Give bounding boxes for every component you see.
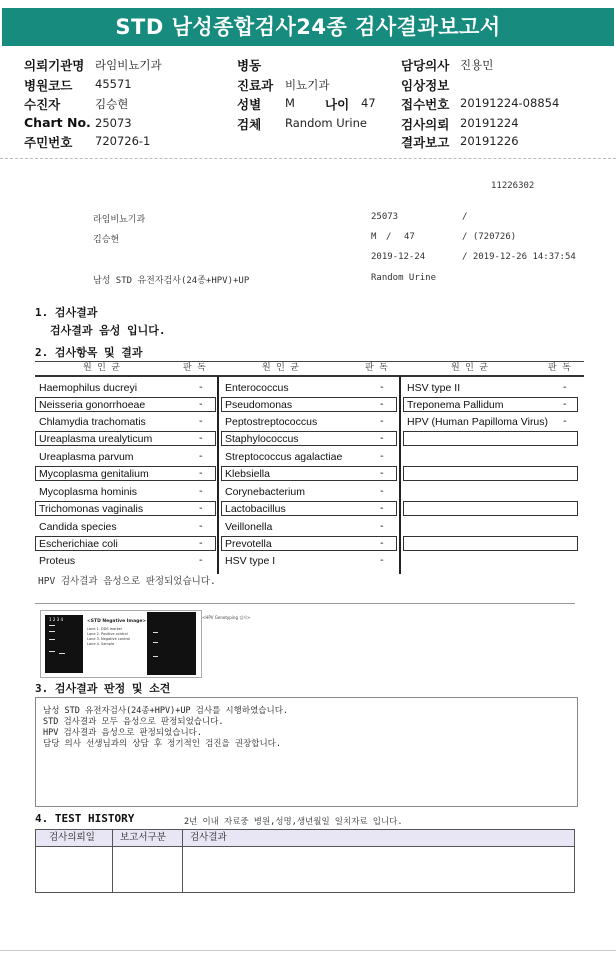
organism-name: Staphylococcus [225, 433, 299, 445]
gel-legend-item: Lane 3. Negative control [87, 637, 130, 641]
organism-name: Corynebacterium [225, 486, 305, 498]
gel-image [45, 615, 83, 673]
organism-name: Treponema Pallidum [407, 399, 504, 411]
organism-name: Ureaplasma parvum [39, 451, 134, 463]
report-hospital: 라임비뇨기과 [93, 215, 146, 225]
history-table [35, 829, 575, 893]
report-chart: 25073 [371, 212, 399, 222]
organism-name: HPV (Human Papilloma Virus) [407, 416, 549, 428]
dept-label: 진료과 [237, 78, 274, 93]
receipt-value: 20191224-08854 [460, 96, 560, 110]
organism-name: Chlamydia trachomatis [39, 416, 146, 428]
doctor-label: 담당의사 [401, 58, 450, 73]
report-sep: / [386, 232, 392, 242]
report-date-value: 20191226 [460, 134, 519, 148]
organism-name: Mycoplasma hominis [39, 486, 138, 498]
doctor-value: 진용민 [460, 58, 494, 72]
organism-result: - [199, 399, 203, 410]
section2-title: 2. 검사항목 및 결과 [35, 346, 143, 359]
results-table-header [35, 361, 584, 377]
comment-line: HPV 검사결과 음성으로 판정되었습니다. [43, 728, 202, 738]
organism-name: Candida species [39, 521, 117, 533]
organism-name: Streptococcus agalactiae [225, 451, 343, 463]
col-result-2: 판 독 [365, 363, 388, 373]
sex-value: M [285, 96, 295, 110]
row-box [403, 431, 578, 446]
dept-value: 비뇨기과 [285, 78, 330, 92]
divider [0, 950, 616, 951]
section3-title: 3. 검사결과 판정 및 소견 [35, 682, 171, 695]
organism-name: Prevotella [225, 538, 272, 550]
organism-result: - [199, 468, 203, 479]
organism-name: Proteus [39, 555, 76, 567]
age-value: 47 [361, 96, 376, 110]
section1-summary: 검사결과 음성 입니다. [50, 324, 166, 337]
patient-label: 수진자 [24, 97, 61, 112]
row-box [403, 536, 578, 551]
organism-result: - [380, 416, 384, 427]
organism-result: - [199, 486, 203, 497]
report-test-name: 남성 STD 유전자검사(24종+HPV)+UP [93, 276, 250, 286]
organism-name: Peptostreptococcus [225, 416, 318, 428]
organism-name: Trichomonas vaginalis [39, 503, 144, 515]
row-box [403, 501, 578, 516]
code-value: 45571 [95, 77, 132, 91]
section4-title: 4. TEST HISTORY [35, 812, 135, 825]
column-separator [182, 830, 183, 892]
report-age: 47 [404, 232, 415, 242]
report-datetime: / 2019-12-26 14:37:54 [462, 252, 576, 262]
organism-result: - [199, 451, 203, 462]
report-slash: / [462, 212, 468, 222]
ward-label: 병동 [237, 58, 262, 73]
report-sex: M [371, 232, 377, 242]
request-label: 검사의뢰 [401, 117, 450, 132]
organism-name: Veillonella [225, 521, 273, 533]
report-request-date: 2019-12-24 [371, 252, 426, 262]
row-box [403, 466, 578, 481]
gel-band [49, 639, 55, 640]
specimen-label: 검체 [237, 117, 262, 132]
chart-value: 25073 [95, 116, 132, 130]
col-result-3: 판 독 [548, 363, 571, 373]
hpv-note: HPV 검사결과 음성으로 판정되었습니다. [38, 576, 216, 587]
organism-result: - [380, 433, 384, 444]
gel-lane-numbers: 1 2 3 4 [49, 617, 63, 622]
organism-name: Pseudomonas [225, 399, 293, 411]
organism-name: Klebsiella [225, 468, 270, 480]
history-col-request: 검사의뢰일 [49, 832, 95, 843]
column-separator [399, 376, 401, 574]
gel-band [153, 656, 158, 657]
code-label: 병원코드 [24, 78, 73, 93]
report-date-label: 결과보고 [401, 135, 450, 150]
organism-result: - [380, 555, 384, 566]
rrn-value: 720726-1 [95, 134, 151, 148]
section4-note: 2년 이내 자료중 병원,성명,생년월일 일치자료 입니다. [184, 817, 403, 827]
divider [0, 158, 616, 159]
organism-name: HSV type I [225, 555, 276, 567]
hpv-gel-caption: <HPV Genotyping 검사> [202, 615, 251, 620]
organism-result: - [380, 486, 384, 497]
col-organism-2: 원 인 균 [262, 363, 299, 373]
report-specimen: Random Urine [371, 273, 437, 283]
report-title: STD 남성종합검사24종 검사결과보고서 [2, 8, 614, 46]
history-col-type: 보고서구분 [120, 832, 166, 843]
report-patient: 김승현 [93, 235, 120, 245]
organism-name: Ureaplasma urealyticum [39, 433, 153, 445]
organism-result: - [563, 399, 567, 410]
gel-legend-item: Lane 1. DDS marker [87, 627, 123, 631]
col-result-1: 판 독 [183, 363, 206, 373]
organism-result: - [380, 503, 384, 514]
gel-band [49, 625, 55, 626]
col-organism-1: 원 인 균 [83, 363, 120, 373]
organism-result: - [380, 382, 384, 393]
comment-line: STD 검사결과 모두 음성으로 판정되었습니다. [43, 717, 224, 727]
history-col-result: 검사결과 [190, 832, 227, 843]
clinical-label: 임상정보 [401, 78, 450, 93]
organism-name: Haemophilus ducreyi [39, 382, 138, 394]
comment-box [35, 697, 578, 807]
column-separator [217, 376, 219, 574]
organism-name: HSV type II [407, 382, 461, 394]
request-value: 20191224 [460, 116, 519, 130]
hospital-label: 의뢰기관명 [24, 58, 85, 73]
organism-result: - [380, 521, 384, 532]
gel-legend-item: Lane 4. Sample [87, 642, 115, 646]
section1-title: 1. 검사결과 [35, 306, 98, 319]
gel-band [49, 651, 55, 652]
gel-band [153, 642, 158, 643]
history-table-header [36, 830, 574, 847]
report-number: 11226302 [491, 181, 535, 191]
organism-result: - [380, 538, 384, 549]
divider [35, 603, 575, 604]
sex-label: 성별 [237, 97, 262, 112]
organism-result: - [199, 416, 203, 427]
col-organism-3: 원 인 균 [451, 363, 488, 373]
organism-result: - [380, 451, 384, 462]
gel-image-title: <STD Negative Image> [87, 619, 147, 624]
gel-band [49, 631, 55, 632]
specimen-value: Random Urine [285, 116, 367, 130]
column-separator [112, 830, 113, 892]
gel-band [153, 632, 158, 633]
chart-label: Chart No. [24, 115, 91, 130]
organism-result: - [199, 382, 203, 393]
patient-value: 김승현 [95, 97, 129, 111]
hospital-value: 라임비뇨기과 [95, 58, 162, 72]
organism-result: - [563, 382, 567, 393]
organism-result: - [563, 416, 567, 427]
receipt-label: 접수번호 [401, 97, 450, 112]
gel-legend-item: Lane 2. Positive control [87, 632, 128, 636]
organism-name: Enterococcus [225, 382, 289, 394]
organism-result: - [199, 433, 203, 444]
organism-result: - [199, 521, 203, 532]
report-birth: / (720726) [462, 232, 517, 242]
comment-line: 남성 STD 유전자검사(24종+HPV)+UP 검사를 시행하였습니다. [43, 706, 289, 716]
organism-result: - [380, 399, 384, 410]
gel-band [59, 653, 65, 654]
organism-result: - [199, 503, 203, 514]
organism-name: Neisseria gonorrhoeae [39, 399, 146, 411]
rrn-label: 주민번호 [24, 135, 73, 150]
hpv-gel-image [147, 612, 196, 675]
organism-name: Mycoplasma genitalium [39, 468, 149, 480]
organism-result: - [199, 538, 203, 549]
organism-name: Lactobacillus [225, 503, 286, 515]
organism-result: - [199, 555, 203, 566]
organism-result: - [380, 468, 384, 479]
organism-name: Escherichiae coli [39, 538, 118, 550]
comment-line: 담당 의사 선생님과의 상담 후 정기적인 검진을 권장합니다. [43, 739, 282, 749]
age-label: 나이 [325, 97, 350, 112]
